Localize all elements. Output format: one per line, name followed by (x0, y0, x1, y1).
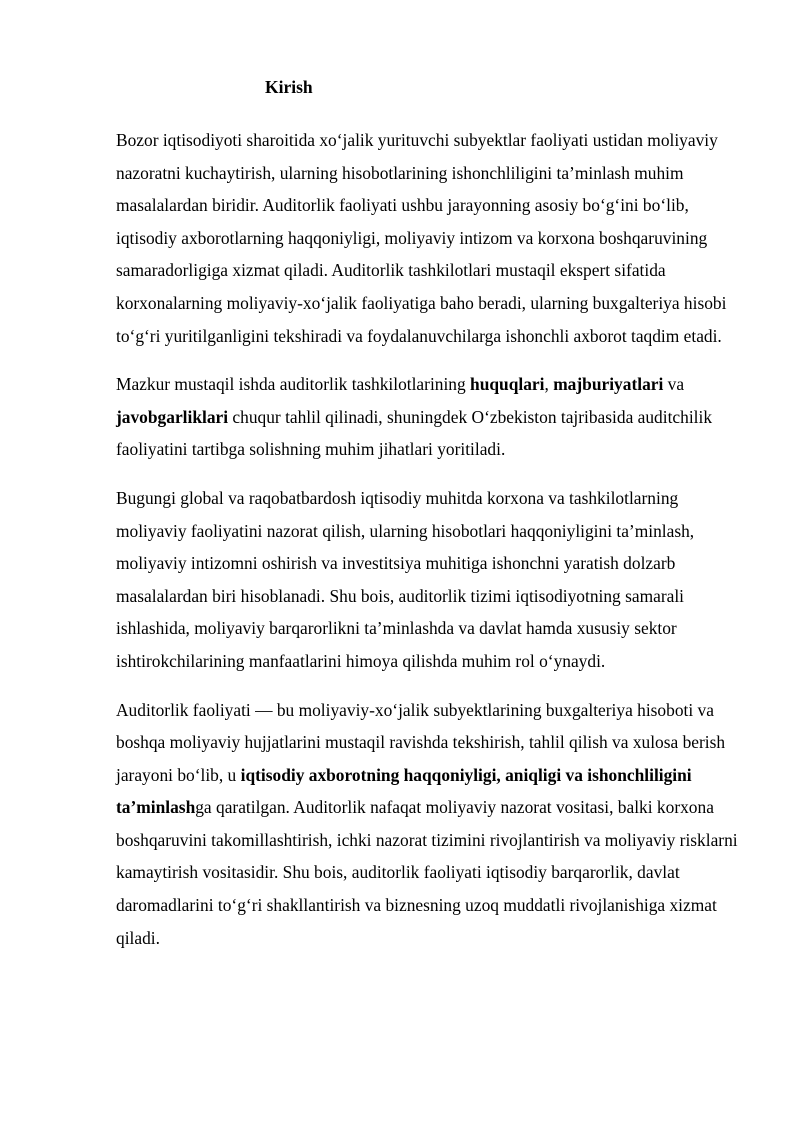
bold-term-rights: huquqlari (470, 374, 545, 395)
paragraph-2-text-2: , (544, 374, 554, 395)
paragraph-1: Bozor iqtisodiyoti sharoitida xo‘jalik yurituvchi subyektlar faoliyati ustidan moliyaviy nazoratni kuchaytirish, ularning hisobotlarining ishonchliligini ta’minlash muhim masalalardan biridir. Auditorlik faoliyati ushbu jarayonning asosiy bo‘g‘ini bo‘lib, iqtisodiy axborotlarning haqqoniyligi, moliyaviy intizom va korxona boshqaruvining samaradorligiga xizmat qiladi. Auditorlik tashkilotlari mustaqil ekspert sifatida korxonalarning moliyaviy-xo‘jalik faoliyatiga baho beradi, ularning buxgalteriya hisobi to‘g‘ri yuritilganligini tekshiradi va foydalanuvchilarga ishonchli axborot taqdim etadi. (116, 130, 727, 346)
paragraph-2-text-3: va (663, 374, 685, 395)
paragraph-2-text-1: Mazkur mustaqil ishda auditorlik tashkilotlarining (116, 374, 471, 395)
paragraph-3: Bugungi global va raqobatbardosh iqtisodiy muhitda korxona va tashkilotlarning moliyaviy faoliyatini nazorat qilish, ularning hisobotlari haqqoniyligini ta’minlash, moliyaviy intizomni oshirish va investitsiya muhitiga ishonchni yaratish dolzarb masalalardan biri hisoblanadi. Shu bois, auditorlik tizimi iqtisodiyotning samarali ishlashida, moliyaviy barqarorlikni ta’minlashda va davlat hamda xususiy sektor ishtirokchilarining manfaatlarini himoya qilishda muhim rol o‘ynaydi. (116, 487, 695, 671)
document-heading: Kirish (265, 77, 313, 97)
bold-term-obligations: majburiyatlari (553, 374, 664, 395)
paragraph-2-text-4: chuqur tahlil qilinadi, shuningdek O‘zbekiston tajribasida auditchilik faoliyatini tartibga solishning muhim jihatlari yoritiladi. (116, 406, 713, 460)
paragraph-4-text-1: Auditorlik faoliyati — bu moliyaviy-xo‘jalik subyektlarining buxgalteriya hisoboti va boshqa moliyaviy hujjatlarini mustaqil ravishda tekshirish, tahlil qilish va xulosa berish jarayoni bo‘lib, u (116, 699, 726, 785)
paragraph-4-text-2: ga qaratilgan. Auditorlik nafaqat moliyaviy nazorat vositasi, balki korxona boshqaruvini takomillashtirish, ichki nazorat tizimini rivojlantirish va moliyaviy risklarni kamaytirish vositasidir. Shu bois, auditorlik faoliyati iqtisodiy barqarorlik, davlat daromadlarini to‘g‘ri shakllantirish va biznesning uzoq muddatli rivojlanishiga xizmat qiladi. (116, 797, 738, 948)
paragraph-2 (116, 368, 750, 466)
bold-phrase-reliability: iqtisodiy axborotning haqqoniyligi, aniqligi va ishonchliligini ta’minlash (116, 764, 692, 818)
bold-term-responsibilities: javobgarliklari (116, 406, 229, 427)
paragraph-4 (116, 694, 750, 955)
document-body (116, 124, 750, 970)
